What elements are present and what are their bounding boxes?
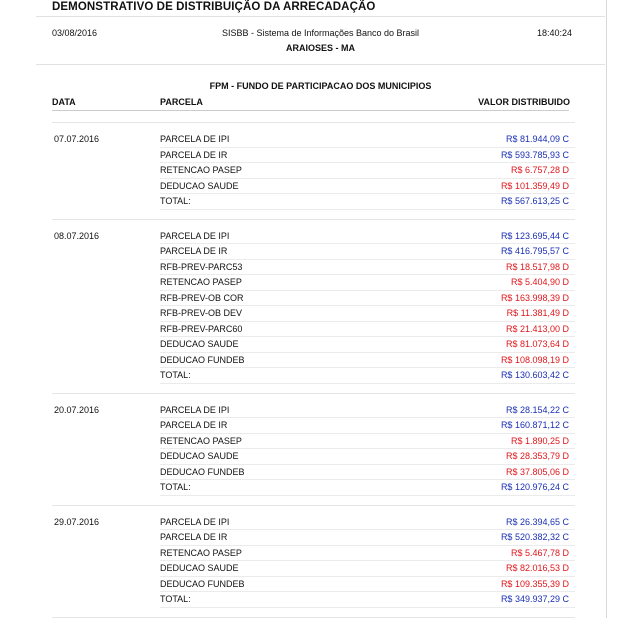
group-separator: [36, 496, 605, 515]
total-row: [36, 480, 605, 496]
table-row: [36, 577, 605, 593]
column-header-divider: [52, 110, 569, 111]
debit-value: R$ 18.517,98 D: [505, 261, 569, 272]
row-parcel: RFB-PREV-OB COR: [160, 292, 244, 303]
debit-value: R$ 163.998,39 D: [500, 292, 569, 303]
debit-value: R$ 37.805,06 D: [505, 466, 569, 477]
total-row: [36, 368, 605, 384]
title-divider: [36, 16, 605, 17]
row-parcel: RFB-PREV-PARC60: [160, 323, 243, 334]
report-date: 03/08/2016: [52, 28, 98, 38]
document-title: DEMONSTRATIVO DE DISTRIBUIÇÃO DA ARRECADAÇÃO: [52, 1, 376, 13]
row-parcel: DEDUCAO SAUDE: [160, 180, 239, 191]
row-parcel: TOTAL:: [160, 482, 191, 492]
row-parcel: RFB-PREV-PARC53: [160, 261, 243, 272]
debit-value: R$ 108.098,19 D: [500, 354, 569, 365]
row-parcel: PARCELA DE IPI: [160, 516, 230, 527]
row-parcel: RETENCAO PASEP: [160, 277, 242, 287]
row-parcel: DEDUCAO FUNDEB: [160, 354, 245, 365]
table-row: [36, 546, 605, 562]
group-separator: [36, 608, 605, 627]
row-parcel: RETENCAO PASEP: [160, 165, 242, 175]
distribution-table: [36, 113, 605, 627]
table-row: [36, 275, 605, 291]
group-separator: [36, 113, 605, 132]
table-row: [36, 530, 605, 546]
table-row: [36, 337, 605, 353]
debit-value: R$ 5.467,78 D: [510, 547, 569, 558]
debit-value: R$ 101.359,49 D: [500, 180, 569, 191]
row-parcel: PARCELA DE IPI: [160, 134, 230, 144]
table-row: [36, 353, 605, 369]
row-parcel: TOTAL:: [160, 594, 191, 604]
row-date: 29.07.2016: [54, 516, 100, 527]
table-row: [36, 434, 605, 450]
table-row: [36, 244, 605, 260]
table-row: [36, 179, 605, 195]
row-parcel: TOTAL:: [160, 196, 191, 206]
column-header-value: VALOR DISTRIBUIDO: [478, 97, 570, 107]
debit-value: R$ 5.404,90 D: [510, 277, 569, 287]
table-row: [36, 449, 605, 465]
row-parcel: PARCELA DE IR: [160, 149, 228, 160]
row-parcel: DEDUCAO SAUDE: [160, 451, 239, 461]
credit-value: R$ 123.695,44 C: [500, 230, 569, 241]
credit-value: R$ 567.613,25 C: [500, 196, 569, 206]
table-row: [36, 229, 605, 245]
row-parcel: PARCELA DE IPI: [160, 404, 230, 415]
row-date: 20.07.2016: [54, 404, 100, 415]
credit-value: R$ 593.785,93 C: [500, 149, 569, 160]
column-header-parcel: PARCELA: [160, 97, 203, 107]
group-separator: [36, 210, 605, 229]
row-parcel: PARCELA DE IR: [160, 246, 228, 256]
total-row: [36, 592, 605, 608]
credit-value: R$ 81.944,09 C: [505, 134, 569, 144]
debit-value: R$ 109.355,39 D: [500, 578, 569, 589]
report-time: 18:40:24: [536, 28, 572, 38]
credit-value: R$ 520.382,32 C: [500, 532, 569, 542]
table-row: [36, 465, 605, 481]
credit-value: R$ 160.871,12 C: [500, 420, 569, 430]
row-parcel: DEDUCAO SAUDE: [160, 339, 239, 349]
credit-value: R$ 26.394,65 C: [505, 516, 569, 527]
municipality: ARAIOSES - MA: [285, 43, 355, 53]
row-parcel: RFB-PREV-OB DEV: [160, 308, 243, 318]
table-row: [36, 306, 605, 322]
table-row: [36, 403, 605, 419]
credit-value: R$ 416.795,57 C: [500, 246, 569, 256]
row-date: 08.07.2016: [54, 230, 100, 241]
credit-value: R$ 120.976,24 C: [500, 482, 569, 492]
row-parcel: PARCELA DE IPI: [160, 230, 230, 241]
debit-value: R$ 6.757,28 D: [510, 165, 569, 175]
credit-value: R$ 28.154,22 C: [505, 404, 569, 415]
credit-value: R$ 349.937,29 C: [500, 594, 569, 604]
debit-value: R$ 21.413,00 D: [505, 323, 569, 334]
total-row: [36, 194, 605, 210]
header-divider: [36, 64, 605, 65]
table-row: [36, 148, 605, 164]
group-separator: [36, 384, 605, 403]
table-row: [36, 561, 605, 577]
debit-value: R$ 11.381,49 D: [506, 308, 569, 318]
row-parcel: DEDUCAO SAUDE: [160, 563, 239, 573]
table-row: [36, 163, 605, 179]
row-parcel: DEDUCAO FUNDEB: [160, 578, 245, 589]
table-row: [36, 418, 605, 434]
table-row: [36, 291, 605, 307]
row-date: 07.07.2016: [54, 134, 100, 144]
system-name: SISBB - Sistema de Informações Banco do Brasil: [221, 28, 420, 38]
table-row: [36, 515, 605, 531]
row-parcel: DEDUCAO FUNDEB: [160, 466, 245, 477]
fund-title: FPM - FUNDO DE PARTICIPACAO DOS MUNICIPIOS: [209, 81, 432, 91]
row-parcel: PARCELA DE IR: [160, 532, 228, 542]
row-parcel: PARCELA DE IR: [160, 420, 228, 430]
table-row: [36, 260, 605, 276]
report-sheet: [36, 0, 607, 618]
row-parcel: RETENCAO PASEP: [160, 547, 242, 558]
debit-value: R$ 81.073,64 D: [505, 339, 569, 349]
debit-value: R$ 28.353,79 D: [505, 451, 569, 461]
row-parcel: RETENCAO PASEP: [160, 435, 242, 446]
table-row: [36, 322, 605, 338]
table-row: [36, 132, 605, 148]
credit-value: R$ 130.603,42 C: [500, 370, 569, 380]
column-header-date: DATA: [52, 97, 76, 107]
debit-value: R$ 82.016,53 D: [505, 563, 569, 573]
row-parcel: TOTAL:: [160, 370, 191, 380]
debit-value: R$ 1.890,25 D: [510, 435, 569, 446]
